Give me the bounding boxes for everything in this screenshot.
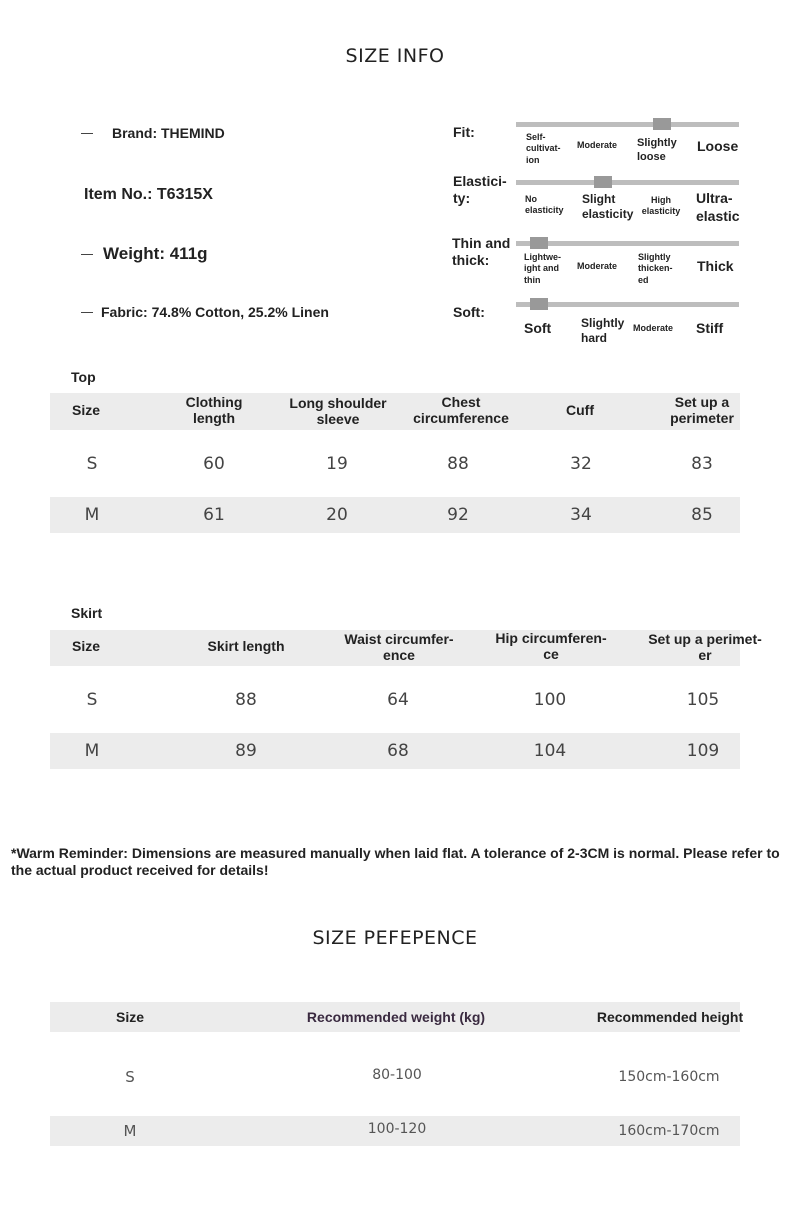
table-cell: 100-120 [367, 1121, 427, 1137]
table-cell: S [86, 454, 98, 474]
table-cell: 88 [447, 454, 469, 474]
soft-label: Soft: [453, 304, 485, 320]
table-cell: 80-100 [372, 1067, 422, 1083]
soft-option-2: Slightly hard [581, 316, 625, 345]
thickness-option-3: Slightly thicken-ed [638, 252, 673, 285]
thickness-option-4: Thick [697, 258, 734, 274]
table-cell: 61 [203, 505, 225, 525]
elasticity-scale-marker [594, 176, 612, 188]
table-cell: 34 [570, 505, 592, 525]
soft-scale-bar [516, 302, 739, 307]
fit-option-2: Moderate [577, 140, 618, 150]
top-table-header-band [50, 393, 740, 430]
elasticity-option-2: Slight elasticity [582, 192, 634, 221]
table-cell: 160cm-170cm [618, 1123, 720, 1139]
table-cell: 60 [203, 454, 225, 474]
skirt-section-label: Skirt [71, 605, 103, 621]
table-cell: 92 [447, 505, 469, 525]
table-cell: 105 [686, 690, 720, 710]
fit-option-1: Self-cultivat-ion [526, 132, 561, 165]
fit-option-4: Loose [697, 138, 739, 154]
skirt-header-waist: Waist circumfer-ence [344, 631, 454, 663]
bullet-dash [81, 133, 93, 134]
fit-option-3: Slightly loose [637, 137, 677, 163]
reference-header-height: Recommended height [596, 1009, 744, 1025]
warm-reminder-text: *Warm Reminder: Dimensions are measured manually when laid flat. A tolerance of 2-3CM is normal. Please refer to the actual product received for details! [11, 845, 780, 878]
top-header-long-shoulder-sleeve: Long shoulder sleeve [289, 395, 387, 427]
soft-scale-marker [530, 298, 548, 310]
top-header-chest-circumference: Chest circumference [413, 394, 509, 426]
top-header-cuff: Cuff [566, 402, 594, 418]
top-section-label: Top [71, 369, 96, 385]
weight-text: Weight: 411g [103, 244, 208, 263]
top-header-size: Size [71, 402, 100, 418]
top-header-perimeter: Set up a perimeter [670, 394, 734, 426]
table-cell: M [84, 741, 100, 761]
fit-label: Fit: [453, 124, 475, 140]
skirt-header-size: Size [71, 638, 100, 654]
top-header-clothing-length: Clothing length [185, 394, 243, 426]
elasticity-label: Elastici-ty: [453, 173, 507, 206]
table-cell: 64 [387, 690, 409, 710]
table-cell: 68 [387, 741, 409, 761]
table-cell: M [84, 505, 100, 525]
skirt-header-skirt-length: Skirt length [207, 638, 285, 654]
table-cell: 19 [326, 454, 348, 474]
table-cell: 88 [235, 690, 257, 710]
soft-option-4: Stiff [696, 320, 724, 336]
fit-scale-marker [653, 118, 671, 130]
elasticity-option-1: No elasticity [525, 194, 564, 216]
table-cell: 89 [235, 741, 257, 761]
table-cell: 32 [570, 454, 592, 474]
skirt-header-perimeter: Set up a perimet-er [648, 631, 762, 663]
table-cell: 83 [691, 454, 713, 474]
table-cell: M [123, 1122, 137, 1140]
table-cell: 104 [533, 741, 567, 761]
table-cell: 85 [691, 505, 713, 525]
thickness-option-2: Moderate [577, 261, 618, 271]
elasticity-option-4: Ultra-elastic [696, 190, 740, 224]
table-cell: 150cm-160cm [618, 1069, 720, 1085]
table-cell: 20 [326, 505, 348, 525]
table-cell: 109 [686, 741, 720, 761]
brand-text: Brand: THEMIND [112, 125, 225, 141]
bullet-dash [81, 254, 93, 255]
reference-header-size: Size [115, 1009, 144, 1025]
size-reference-title: SIZE PEFEPENCE [312, 927, 478, 949]
thickness-scale-marker [530, 237, 548, 249]
thickness-scale-bar [516, 241, 739, 246]
thickness-option-1: Lightwe-ight and thin [524, 252, 561, 285]
reference-header-weight: Recommended weight (kg) [306, 1009, 486, 1025]
elasticity-option-3: High elasticity [641, 195, 681, 217]
bullet-dash [81, 312, 93, 313]
item-number-text: Item No.: T6315X [84, 186, 213, 203]
elasticity-scale-bar [516, 180, 739, 185]
fit-scale-bar [516, 122, 739, 127]
thickness-label: Thin and thick: [452, 235, 511, 268]
top-table-row-band [50, 497, 740, 533]
soft-option-3: Moderate [633, 323, 674, 333]
skirt-header-hip: Hip circumferen-ce [495, 630, 607, 662]
size-info-title: SIZE INFO [345, 45, 445, 67]
table-cell: S [125, 1068, 135, 1086]
table-cell: 100 [533, 690, 567, 710]
table-cell: S [86, 690, 98, 710]
fabric-text: Fabric: 74.8% Cotton, 25.2% Linen [101, 304, 329, 320]
soft-option-1: Soft [524, 320, 552, 336]
